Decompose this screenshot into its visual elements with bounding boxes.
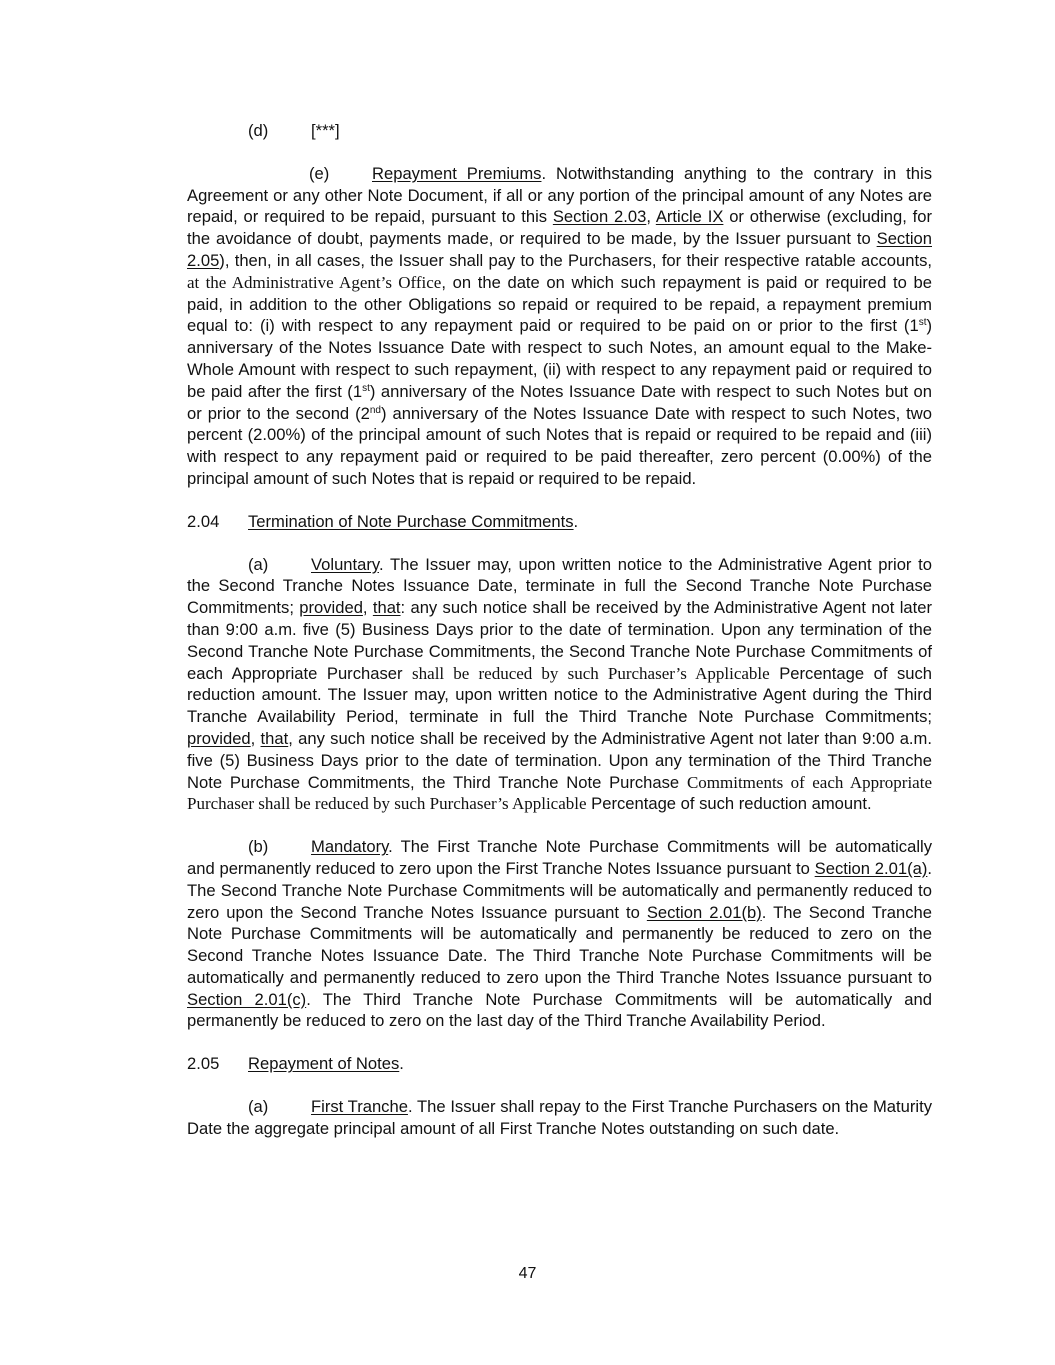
body-text: ) anniversary of the Notes Issuance Date with respect to such Notes, two percent (2.00%) of the principal amount of such Notes that is repaid or required to be repaid and (iii) with respect to any repayment paid or required to be paid thereafter, zero percent (0.00%) of the principal amount of such Notes that is repaid or required to be repaid. [187,403,932,488]
proviso-term: provided [187,728,251,748]
body-text: , [646,207,656,227]
proviso-term: provided [299,598,363,618]
body-text: Commitments of each Appropriate Purchaser shall be reduced by such Purchaser’s Applicable [187,772,932,814]
ordinal-superscript: st [918,317,927,329]
body-text: : any such notice shall be received by the Administrative Agent not later than 9:00 a.m. five (5) Business Days prior to the date of termination. Upon any termination of the Second Tranche Note Purchase Commitments, the Second Tranche Note Purchase Commitments of each Appropriate Purchaser [187,598,932,683]
body-text: ) anniversary of the Notes Issuance Date with respect to such Notes, an amount equal to the Make-Whole Amount with respect to such repayment, (ii) with respect to any repayment paid or required to be paid after the first (1 [187,316,932,401]
proviso-term: that [372,598,401,618]
body-text: shall be reduced by such Purchaser’s Applicable [412,663,770,683]
ordinal-superscript: st [362,382,370,394]
body-text: , on the date on which such repayment is paid or required to be paid, in addition to the other Obligations so repaid or required to be repaid, a repayment premium equal to: (i) with respect to any repayment paid or required to be paid on or prior to the first (1 [187,272,932,336]
punctuation: . [573,511,579,531]
body-text: . The Third Tranche Note Purchase Commitments will be automatically and permanently be reduced to zero on the last day of the Third Tranche Availability Period. [187,989,932,1031]
section-heading-2-05 [187,1053,932,1075]
body-text: at the Administrative Agent’s Office [187,272,442,292]
clause-heading: First Tranche [311,1097,408,1117]
section-heading-2-04 [187,511,932,533]
section-title: Termination of Note Purchase Commitments [248,511,574,531]
punctuation: , [250,728,261,748]
clause-heading: Mandatory [311,837,389,857]
body-text: Percentage of such reduction amount. The Issuer may, upon written notice to the Administrative Agent during the Third Tranche Availability Period, terminate in full the Third Tranche Note Purchase Commitments; [187,663,932,727]
section-reference: Section 2.01(c) [187,989,307,1009]
body-text: . The Second Tranche Note Purchase Commitments will be automatically and permanently be reduced to zero on the Second Tranche Notes Issuance Date. The Third Tranche Note Purchase Commitments will be automatically and permanently reduced to zero upon the Third Tranche Notes Issuance pursuant to [187,902,932,987]
document-page [187,120,932,1140]
proviso-term: that [260,728,289,748]
clause-label: (a) [248,554,269,574]
body-text: ) anniversary of the Notes Issuance Date with respect to such Notes but on or prior to the second (2 [187,381,933,423]
section-reference: Section 2.01(b) [646,902,762,922]
clause-d [248,120,932,142]
body-text: . The Issuer shall repay to the First Tranche Purchasers on the Maturity Date the aggregate principal amount of all First Tranche Notes outstanding on such date. [187,1097,932,1138]
body-text: , any such notice shall be received by the Administrative Agent not later than 9:00 a.m. five (5) Business Days prior to the date of termination. Upon any termination of the Third Tranche Note Purchase Commitments, the Third Tranche Note Purchase [187,728,932,792]
section-number: 2.04 [187,511,220,531]
body-text: . The First Tranche Note Purchase Commitments will be automatically and permanently reduced to zero upon the First Tranche Notes Issuance pursuant to [187,837,932,878]
clause-2-04-b [187,836,932,1032]
body-text: . Notwithstanding anything to the contrary in this Agreement or any other Note Document, if all or any portion of the principal amount of any Notes are repaid, or required to be repaid, pursuant to this [187,163,932,227]
body-text: or otherwise (excluding, for the avoidance of doubt, payments made, or required to be made, by the Issuer pursuant to [187,207,932,249]
body-text: . The Second Tranche Note Purchase Commitments will be automatically and permanently reduced to zero upon the Second Tranche Notes Issuance pursuant to [187,858,932,922]
clause-label: (a) [248,1097,269,1117]
page-number: 47 [518,1265,537,1282]
section-reference: Section 2.03 [552,207,647,227]
section-title: Repayment of Notes [248,1054,400,1074]
clause-heading: Repayment Premiums [372,163,542,183]
body-text: ), then, in all cases, the Issuer shall pay to the Purchasers, for their respective ratable accounts, [219,250,932,270]
clause-label: (e) [309,163,330,183]
clause-heading: Voluntary [311,554,379,574]
clause-label: (b) [248,837,269,857]
body-text: Percentage of such reduction amount. [586,794,872,814]
clause-2-05-a [187,1096,932,1140]
redacted-text: [***] [311,121,340,140]
article-reference: Article IX [655,207,724,227]
clause-2-04-a [187,554,932,816]
punctuation: . [399,1054,404,1074]
clause-e [187,163,932,490]
punctuation: , [362,598,373,618]
ordinal-superscript: nd [369,404,381,416]
section-reference: Section 2.05 [187,229,932,270]
body-text: . The Issuer may, upon written notice to the Administrative Agent prior to the Second Tranche Notes Issuance Date, terminate in full the Second Tranche Note Purchase Commitments; [187,554,932,618]
clause-label: (d) [248,121,269,140]
section-number: 2.05 [187,1054,220,1074]
section-reference: Section 2.01(a) [814,858,928,878]
